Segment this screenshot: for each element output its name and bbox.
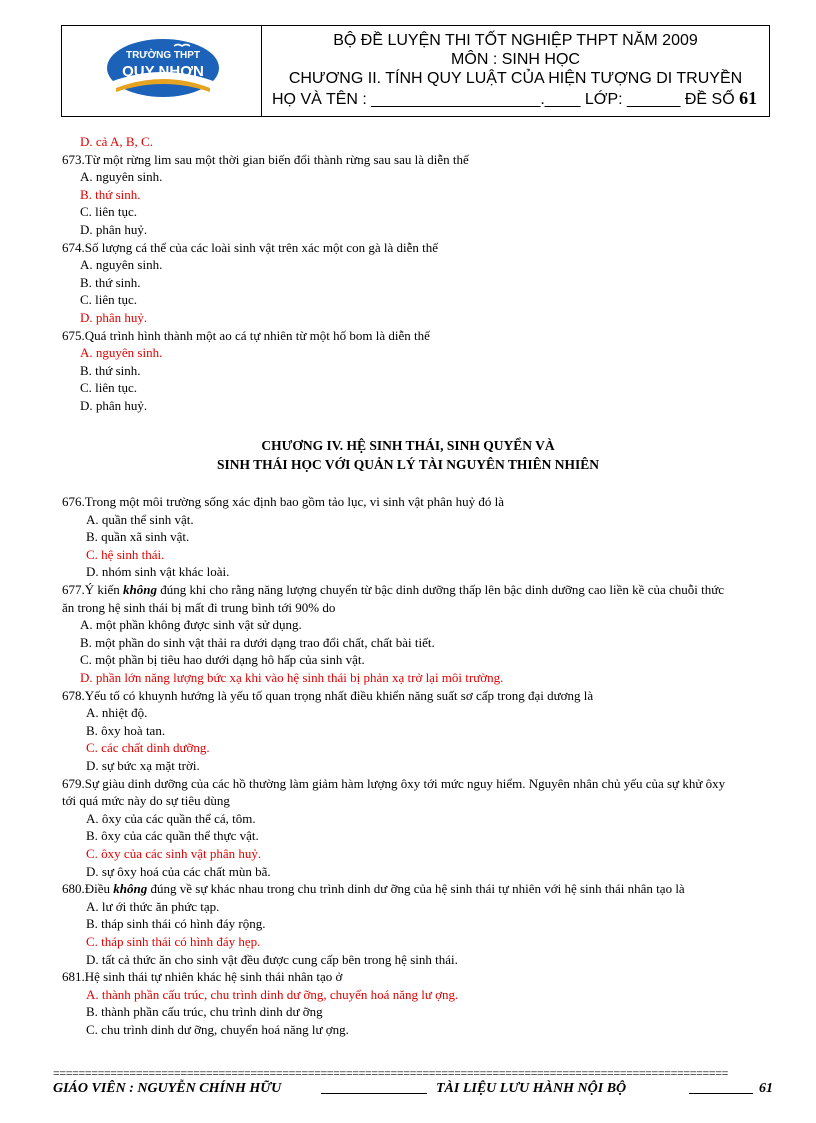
answer-option: C. liên tục.	[80, 204, 138, 220]
answer-option: A. một phần không được sinh vật sử dụng.	[80, 617, 302, 633]
question-stem: 676.Trong một môi trường sống xác định bao gồm tảo lục, vi sinh vật phân huỷ đó là	[62, 494, 505, 509]
answer-option: A. nguyên sinh.	[80, 257, 163, 273]
answer-option: D. phân huỷ.	[80, 222, 148, 237]
question-stem: 678.Yếu tố có khuynh hướng là yếu tố quan trọng nhất điều khiển năng suất sơ cấp trong đại dương là	[62, 687, 594, 703]
footer-divider-2	[689, 1093, 753, 1094]
header-name-line	[272, 89, 757, 109]
emphasis-word: không	[123, 582, 157, 597]
answer-option: D. phần lớn năng lượng bức xạ khi vào hệ sinh thái bị phản xạ trở lại môi trường.	[80, 670, 504, 685]
answer-option: tới quá mức này do sự tiêu dùng	[62, 793, 230, 809]
answer-option: D. tất cả thức ăn cho sinh vật đều được cung cấp bên trong hệ sinh thái.	[86, 951, 458, 967]
answer-option: C. các chất dinh dưỡng.	[86, 740, 210, 756]
question-stem: 681.Hệ sinh thái tự nhiên khác hệ sinh thái nhân tạo ở	[62, 969, 343, 985]
name-class-fields: HỌ VÀ TÊN : ___________________.____ LỚP: ______ ĐỀ SỐ	[272, 91, 735, 108]
answer-option: B. ôxy hoà tan.	[86, 722, 166, 738]
question-stem: 675.Quá trình hình thành một ao cá tự nhiên từ một hố bom là diễn thế	[62, 327, 430, 343]
logo-top-text: TRƯỜNG THPT	[125, 50, 201, 61]
emphasis-word: không	[113, 881, 148, 897]
answer-option: B. thứ sinh.	[80, 274, 141, 290]
answer-option: C. liên tục.	[80, 380, 138, 396]
answer-option: B. quần xã sinh vật.	[86, 529, 190, 545]
answer-option: C. ôxy của các sinh vật phân huỷ.	[86, 846, 262, 861]
answer-option: D. sự bức xạ mặt trời.	[86, 758, 200, 773]
header-line1: BỘ ĐỀ LUYỆN THI TỐT NGHIỆP THPT NĂM 2009	[333, 32, 698, 49]
footer-divider-1	[321, 1093, 427, 1094]
answer-option: A. nguyên sinh.	[80, 169, 163, 185]
answer-option: A. ôxy của các quần thể cá, tôm.	[86, 810, 256, 826]
header-box	[61, 25, 770, 117]
answer-option: C. liên tục.	[80, 292, 138, 308]
answer-option: B. tháp sinh thái có hình đáy rộng.	[86, 916, 266, 932]
question-stem: 674.Số lượng cá thể của các loài sinh vật trên xác một con gà là diễn thế	[62, 239, 438, 255]
answer-option: C. hệ sinh thái.	[86, 546, 165, 562]
question-stem: 677.Ý kiến không đúng khi cho rằng năng lượng chuyển từ bậc dinh dưỡng thấp lên bậc dinh dưỡng cao liền kề của chuỗi thức	[62, 582, 725, 597]
question-stem: 679.Sự giàu dinh dưỡng của các hồ thường làm giảm hàm lượng ôxy tới mức nguy hiểm. Nguyên nhân chủ yếu của sự khử ôxy	[62, 775, 726, 791]
answer-option: A. nhiệt độ.	[86, 705, 148, 721]
logo-cell	[62, 26, 262, 116]
answer-option: C. tháp sinh thái có hình đáy hẹp.	[86, 934, 261, 949]
chapter-title-line2: SINH THÁI HỌC VỚI QUẢN LÝ TÀI NGUYÊN THIÊN NHIÊN	[217, 457, 599, 472]
answer-option: B. thứ sinh.	[80, 362, 141, 378]
answer-option: D. nhóm sinh vật khác loài.	[86, 564, 230, 580]
answer-option: B. một phần do sinh vật thải ra dưới dạng trao đổi chất, chất bài tiết.	[80, 634, 435, 650]
answer-option: D. cả A, B, C.	[80, 134, 153, 149]
footer	[53, 1081, 773, 1103]
answer-option: A. lư ới thức ăn phức tạp.	[86, 898, 220, 914]
school-logo	[104, 32, 222, 104]
title-cell	[262, 26, 769, 116]
footer-rule: ==========================================================================================================	[53, 1068, 728, 1078]
question-stem: 673.Từ một rừng lim sau một thời gian biến đổi thành rừng sau sau là diễn thế	[62, 151, 469, 167]
answer-option: D. phân huỷ.	[80, 310, 148, 325]
question-stem: 680.Điều không đúng về sự khác nhau trong chu trình dinh dư ỡng của hệ sinh thái tự nhiên với hệ sinh thái nhân tạo là	[62, 881, 685, 897]
answer-option: B. ôxy của các quần thể thực vật.	[86, 828, 259, 844]
answer-option: A. quần thể sinh vật.	[86, 511, 194, 527]
footer-note: TÀI LIỆU LƯU HÀNH NỘI BỘ	[436, 1081, 627, 1096]
exam-number: 61	[739, 88, 758, 108]
chapter-title-line1: CHƯƠNG IV. HỆ SINH THÁI, SINH QUYỂN VÀ	[261, 438, 555, 453]
header-line3: CHƯƠNG II. TÍNH QUY LUẬT CỦA HIỆN TƯỢNG DI TRUYỀN	[288, 70, 743, 87]
answer-option: B. thứ sinh.	[80, 186, 141, 202]
logo-bottom-text: QUY NHƠN	[122, 63, 204, 80]
answer-option: ăn trong hệ sinh thái bị mất đi trung bình tới 90% do	[62, 599, 336, 615]
footer-teacher: GIÁO VIÊN : NGUYỄN CHÍNH HỮU	[53, 1081, 282, 1096]
answer-option: A. nguyên sinh.	[80, 345, 163, 361]
answer-option: B. thành phần cấu trúc, chu trình dinh dư ỡng	[86, 1004, 323, 1020]
answer-option: D. phân huỷ.	[80, 398, 148, 413]
header-line2: MÔN : SINH HỌC	[451, 51, 580, 68]
answer-option: D. sự ôxy hoá của các chất mùn bã.	[86, 863, 271, 879]
answer-option: A. thành phần cấu trúc, chu trình dinh dư ỡng, chuyển hoá năng lư ợng.	[86, 986, 459, 1002]
answer-option: C. một phần bị tiêu hao dưới dạng hô hấp của sinh vật.	[80, 652, 365, 668]
page-number: 61	[759, 1081, 773, 1096]
answer-option: C. chu trình dinh dư ỡng, chuyển hoá năng lư ợng.	[86, 1022, 349, 1037]
